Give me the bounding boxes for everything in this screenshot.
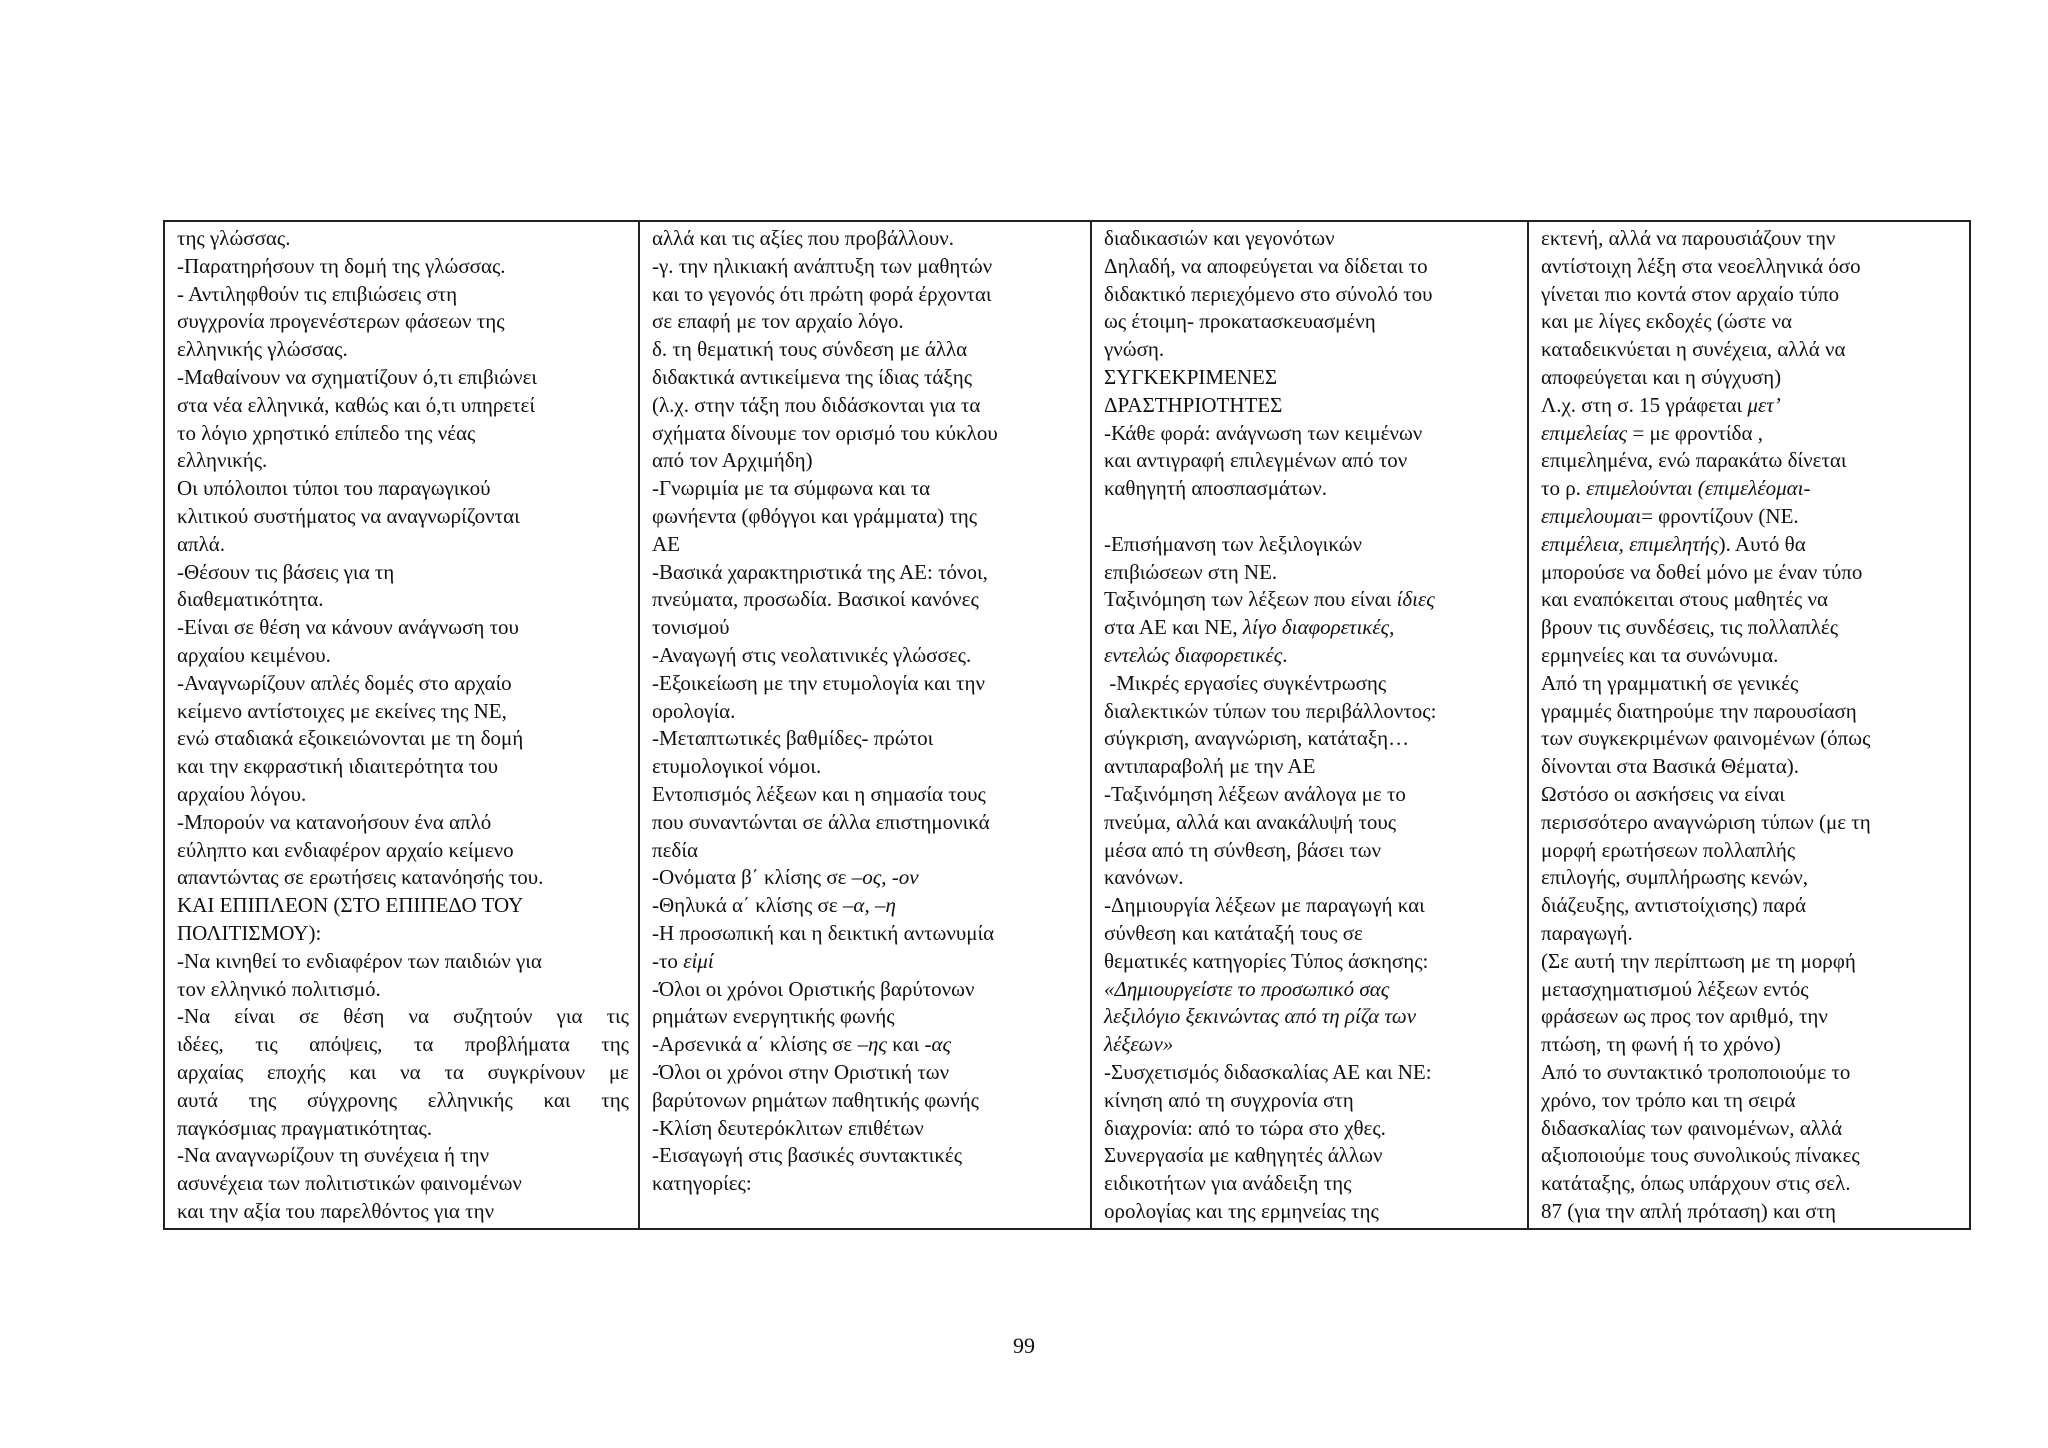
text-line: κατάταξης, όπως υπάρχουν στις σελ. (1541, 1171, 1851, 1196)
text-run: ). Αυτό θα (1718, 531, 1806, 556)
text-line: αποφεύγεται και η σύγχυση) (1541, 364, 1782, 389)
text-line: -Κάθε φορά: ανάγνωση των κειμένων (1104, 420, 1423, 445)
text-line (1541, 420, 1960, 448)
text-line: Εντοπισμός λέξεων και η σημασία τους (652, 781, 986, 806)
text-line: -Δημιουργία λέξεων με παραγωγή και (1104, 893, 1425, 918)
text-line: διδακτικό περιεχόμενο στο σύνολό του (1104, 281, 1433, 306)
text-line: -Να κινηθεί το ενδιαφέρον των παιδιών για (177, 948, 542, 973)
text-line: διδακτικά αντικείμενα της ίδιας τάξης (652, 364, 973, 389)
text-line (1104, 586, 1518, 614)
text-line: της γλώσσας. (177, 226, 291, 250)
text-line: πνεύμα, αλλά και ανακάλυψή τους (1104, 809, 1397, 834)
text-line: αρχαίου κειμένου. (177, 642, 331, 667)
text-line: κίνηση από τη συγχρονία στη (1104, 1087, 1354, 1112)
text-line: (λ.χ. στην τάξη που διδάσκονται για τα (652, 392, 981, 417)
italic-run: εντελώς διαφορετικές (1104, 642, 1283, 667)
text-line: -Εξοικείωση με την ετυμολογία και την (652, 670, 985, 695)
text-line: Συνεργασία με καθηγητές άλλων (1104, 1143, 1383, 1168)
text-line: ετυμολογικοί νόμοι. (652, 754, 822, 779)
text-line: βρουν τις συνδέσεις, τις πολλαπλές (1541, 615, 1839, 640)
text-run: -Θηλυκά α΄ κλίσης σε (652, 893, 843, 918)
text-line: ΔΡΑΣΤΗΡΙΟΤΗΤΕΣ (1104, 392, 1283, 417)
text-line: -Όλοι οι χρόνοι στην Οριστική των (652, 1059, 950, 1084)
italic-run: –ος, -ον (851, 865, 919, 890)
text-line: κατηγορίες: (652, 1171, 752, 1196)
text-line (652, 892, 1081, 920)
text-line: φράσεων ως προς τον αριθμό, την (1541, 1004, 1828, 1029)
text-line: αντίστοιχη λέξη στα νεοελληνικά όσο (1541, 253, 1861, 278)
text-line: μορφή ερωτήσεων πολλαπλής (1541, 837, 1796, 862)
text-line: -Είναι σε θέση να κάνουν ανάγνωση του (177, 615, 519, 640)
text-line (1541, 475, 1960, 503)
italic-run: λέξεων» (1104, 1032, 1174, 1057)
text-line: τον ελληνικό πολιτισμό. (177, 976, 381, 1001)
text-line: (Σε αυτή την περίπτωση με τη μορφή (1541, 948, 1856, 973)
text-line: διαχρονία: από το τώρα στο χθες. (1104, 1115, 1386, 1140)
text-line: παραγωγή. (1541, 920, 1633, 945)
text-line: -Να αναγνωρίζουν τη συνέχεια ή την (177, 1143, 490, 1168)
text-line: απαντώντας σε ερωτήσεις κατανόησής του. (177, 865, 544, 890)
text-line: απλά. (177, 531, 226, 556)
italic-run: λεξιλόγιο ξεκινώντας από τη ρίζα των (1104, 1004, 1417, 1029)
column-4-cell (1528, 221, 1970, 1229)
italic-run: «Δημιουργείστε το προσωπικό σας (1104, 976, 1390, 1001)
text-line: -Βασικά χαρακτηριστικά της ΑΕ: τόνοι, (652, 559, 988, 584)
text-line: κείμενο αντίστοιχες με εκείνες της ΝΕ, (177, 698, 507, 723)
text-line (652, 864, 1081, 892)
text-line: Δηλαδή, να αποφεύγεται να δίδεται το (1104, 253, 1428, 278)
text-line: -Αναγωγή στις νεολατινικές γλώσσες. (652, 642, 972, 667)
page-number: 99 (1013, 1333, 1035, 1358)
text-line: φωνήεντα (φθόγγοι και γράμματα) της (652, 503, 978, 528)
text-line (1104, 614, 1518, 642)
text-line: αλλά και τις αξίες που προβάλλουν. (652, 226, 954, 250)
text-run: στα ΑΕ και ΝΕ, (1104, 615, 1243, 640)
text-line: -Αναγνωρίζουν απλές δομές στο αρχαίο (177, 670, 512, 695)
text-line: διάζευξης, αντιστοίχισης) παρά (1541, 893, 1807, 918)
text-line: κλιτικού συστήματος να αναγνωρίζονται (177, 503, 520, 528)
text-line: διαθεματικότητα. (177, 587, 324, 612)
text-line: -Παρατηρήσουν τη δομή της γλώσσας. (177, 253, 506, 278)
text-line (652, 948, 1081, 976)
text-line: γραμμές διατηρούμε την παρουσίαση (1541, 698, 1857, 723)
text-run: -Ονόματα β΄ κλίσης σε (652, 865, 852, 890)
text-line (1104, 1031, 1518, 1059)
text-line: Από τη γραμματική σε γενικές (1541, 670, 1799, 695)
text-line: και το γεγονός ότι πρώτη φορά έρχονται (652, 281, 992, 306)
italic-run: –ης (857, 1032, 887, 1057)
text-line: γνώση. (1104, 337, 1165, 362)
text-run: το ρ. (1541, 476, 1587, 501)
text-line: Ωστόσο οι ασκήσεις να είναι (1541, 781, 1785, 806)
text-line: Από το συντακτικό τροποποιούμε το (1541, 1059, 1851, 1084)
text-run: = με φροντίδα , (1627, 420, 1763, 445)
text-line: ελληνικής. (177, 448, 268, 473)
text-line: -Μικρές εργασίες συγκέντρωσης (1104, 670, 1387, 695)
text-line: και με λίγες εκδοχές (ώστε να (1541, 309, 1792, 334)
text-line: ως έτοιμη- προκατασκευασμένη (1104, 309, 1376, 334)
text-line: -Εισαγωγή στις βασικές συντακτικές (652, 1143, 963, 1168)
text-line: ΠΟΛΙΤΙΣΜΟΥ): (177, 920, 322, 945)
text-line: πνεύματα, προσωδία. Βασικοί κανόνες (652, 587, 979, 612)
text-line: γίνεται πιο κοντά στον αρχαίο τύπο (1541, 281, 1840, 306)
text-line: χρόνο, τον τρόπο και τη σειρά (1541, 1087, 1796, 1112)
text-line: δ. τη θεματική τους σύνδεση με άλλα (652, 337, 968, 362)
text-line: και την αξία του παρελθόντος για την (177, 1198, 495, 1223)
text-line: ειδικοτήτων για ανάδειξη της (1104, 1171, 1352, 1196)
text-line: -Κλίση δευτερόκλιτων επιθέτων (652, 1115, 924, 1140)
italic-run: επιμέλεια, επιμελητής (1541, 531, 1719, 556)
text-line: ιδέες, τις απόψεις, τα προβλήματα της (177, 1032, 629, 1057)
text-line: ορολογίας και της ερμηνείας της (1104, 1198, 1379, 1223)
text-line (1541, 531, 1960, 559)
text-line: μπορούσε να δοθεί μόνο με έναν τύπο (1541, 559, 1863, 584)
text-line: βαρύτονων ρημάτων παθητικής φωνής (652, 1087, 979, 1112)
text-line: πεδία (652, 837, 698, 862)
text-run: . (1282, 642, 1288, 667)
text-line: -Συσχετισμός διδασκαλίας ΑΕ και ΝΕ: (1104, 1059, 1432, 1084)
text-line (1541, 503, 1960, 531)
italic-run: λίγο διαφορετικές, (1242, 615, 1395, 640)
table-row (164, 221, 1970, 1229)
text-line: -Γνωριμία με τα σύμφωνα και τα (652, 476, 931, 501)
text-line: ΑΕ (652, 531, 680, 556)
text-run: = φροντίζουν (ΝΕ. (1641, 503, 1799, 528)
text-line: επιλογής, συμπλήρωσης κενών, (1541, 865, 1809, 890)
text-line: ελληνικής γλώσσας. (177, 337, 348, 362)
text-line: 87 (για την απλή πρόταση) και στη (1541, 1198, 1837, 1223)
text-line: θεματικές κατηγορίες Τύπος άσκησης: (1104, 948, 1429, 973)
text-line: τονισμού (652, 615, 730, 640)
text-line: Οι υπόλοιποι τύποι του παραγωγικού (177, 476, 491, 501)
text-line: -Η προσωπική και η δεικτική αντωνυμία (652, 920, 995, 945)
text-line (1104, 976, 1518, 1004)
text-line: ασυνέχεια των πολιτιστικών φαινομένων (177, 1171, 522, 1196)
text-line: σύγκριση, αναγνώριση, κατάταξη… (1104, 726, 1410, 751)
text-run: και (886, 1032, 925, 1057)
text-line: σύνθεση και κατάταξή τους σε (1104, 920, 1363, 945)
text-line: αυτά της σύγχρονης ελληνικής και της (177, 1087, 629, 1112)
text-line: μετασχηματισμού λέξεων εντός (1541, 976, 1809, 1001)
text-line: διδασκαλίας των φαινομένων, αλλά (1541, 1115, 1843, 1140)
text-line (1104, 642, 1518, 670)
text-line: περισσότερο αναγνώριση τύπων (με τη (1541, 809, 1871, 834)
text-line: -Όλοι οι χρόνοι Οριστικής βαρύτονων (652, 976, 975, 1001)
text-line (1104, 1003, 1518, 1031)
text-line: ΚΑΙ ΕΠΙΠΛΕΟΝ (ΣΤΟ ΕΠΙΠΕΔΟ ΤΟΥ (177, 893, 524, 918)
text-line: επιμελημένα, ενώ παρακάτω δίνεται (1541, 448, 1847, 473)
text-line (652, 1031, 1081, 1059)
italic-run: επιμελουμαι (1541, 503, 1642, 528)
italic-run: μετ’ (1747, 392, 1781, 417)
text-run: -Αρσενικά α΄ κλίσης σε (652, 1032, 858, 1057)
text-line: - Αντιληφθούν τις επιβιώσεις στη (177, 281, 458, 306)
text-line: μέσα από τη σύνθεση, βάσει των (1104, 837, 1382, 862)
text-line: συγχρονία προγενέστερων φάσεων της (177, 309, 505, 334)
column-3-cell (1091, 221, 1528, 1229)
text-line: εκτενή, αλλά να παρουσιάζουν την (1541, 226, 1836, 250)
italic-run: ίδιες (1396, 587, 1435, 612)
text-line: ΣΥΓΚΕΚΡΙΜΕΝΕΣ (1104, 364, 1278, 389)
text-line: ενώ σταδιακά εξοικειώνονται με τη δομή (177, 726, 524, 751)
text-line: αξιοποιούμε τους συνολικούς πίνακες (1541, 1143, 1860, 1168)
text-line: -Θέσουν τις βάσεις για τη (177, 559, 395, 584)
text-line: -γ. την ηλικιακή ανάπτυξη των μαθητών (652, 253, 993, 278)
italic-run: επιμελούνται (επιμελέομαι- (1586, 476, 1811, 501)
text-line: ερμηνείες και τα συνώνυμα. (1541, 642, 1779, 667)
column-2-cell (639, 221, 1091, 1229)
text-line: από τον Αρχιμήδη) (652, 448, 813, 473)
italic-run: –α, –η (842, 893, 896, 918)
text-line: σε επαφή με τον αρχαίο λόγο. (652, 309, 904, 334)
content-table (163, 220, 1971, 1230)
text-line: -Μαθαίνουν να σχηματίζουν ό,τι επιβιώνει (177, 364, 538, 389)
text-line: και εναπόκειται στους μαθητές να (1541, 587, 1828, 612)
text-line: των συγκεκριμένων φαινομένων (όπως (1541, 726, 1871, 751)
italic-run: -ας (924, 1032, 952, 1057)
text-line: ορολογία. (652, 698, 736, 723)
text-line: -Ταξινόμηση λέξεων ανάλογα με το (1104, 781, 1406, 806)
text-line: πτώση, τη φωνή ή το χρόνο) (1541, 1032, 1781, 1057)
text-line: -Μπορούν να κατανοήσουν ένα απλό (177, 809, 492, 834)
text-line: ρημάτων ενεργητικής φωνής (652, 1004, 895, 1029)
text-run: Λ.χ. στη σ. 15 γράφεται (1541, 392, 1748, 417)
text-line: επιβιώσεων στη ΝΕ. (1104, 559, 1278, 584)
text-line: στα νέα ελληνικά, καθώς και ό,τι υπηρετεί (177, 392, 536, 417)
text-line: -Να είναι σε θέση να συζητούν για τις (177, 1004, 629, 1029)
column-1-cell (164, 221, 639, 1229)
text-line: αντιπαραβολή με την ΑΕ (1104, 754, 1316, 779)
text-line: -Επισήμανση των λεξιλογικών (1104, 531, 1363, 556)
text-line: και την εκφραστική ιδιαιτερότητα του (177, 754, 499, 779)
blank-line (1104, 503, 1518, 531)
italic-run: εἰμί (683, 948, 714, 973)
text-line: και αντιγραφή επιλεγμένων από τον (1104, 448, 1408, 473)
text-line: καταδεικνύεται η συνέχεια, αλλά να (1541, 337, 1846, 362)
text-line: σχήματα δίνουμε τον ορισμό του κύκλου (652, 420, 998, 445)
text-line: κανόνων. (1104, 865, 1184, 890)
text-line: δίνονται στα Βασικά Θέματα). (1541, 754, 1799, 779)
text-line (1541, 392, 1960, 420)
text-line: καθηγητή αποσπασμάτων. (1104, 476, 1327, 501)
text-line: διαδικασιών και γεγονότων (1104, 226, 1335, 250)
text-line: το λόγιο χρηστικό επίπεδο της νέας (177, 420, 476, 445)
text-line: αρχαίας εποχής και να τα συγκρίνουν με (177, 1059, 629, 1084)
italic-run: επιμελείας (1541, 420, 1628, 445)
text-line: -Μεταπτωτικές βαθμίδες- πρώτοι (652, 726, 934, 751)
text-line: διαλεκτικών τύπων του περιβάλλοντος: (1104, 698, 1437, 723)
text-run: Ταξινόμηση των λέξεων που είναι (1104, 587, 1397, 612)
text-line: παγκόσμιας πραγματικότητας. (177, 1115, 433, 1140)
text-line: που συναντώνται σε άλλα επιστημονικά (652, 809, 990, 834)
text-line: αρχαίου λόγου. (177, 781, 307, 806)
text-run: -το (652, 948, 684, 973)
text-line: εύληπτο και ενδιαφέρον αρχαίο κείμενο (177, 837, 514, 862)
